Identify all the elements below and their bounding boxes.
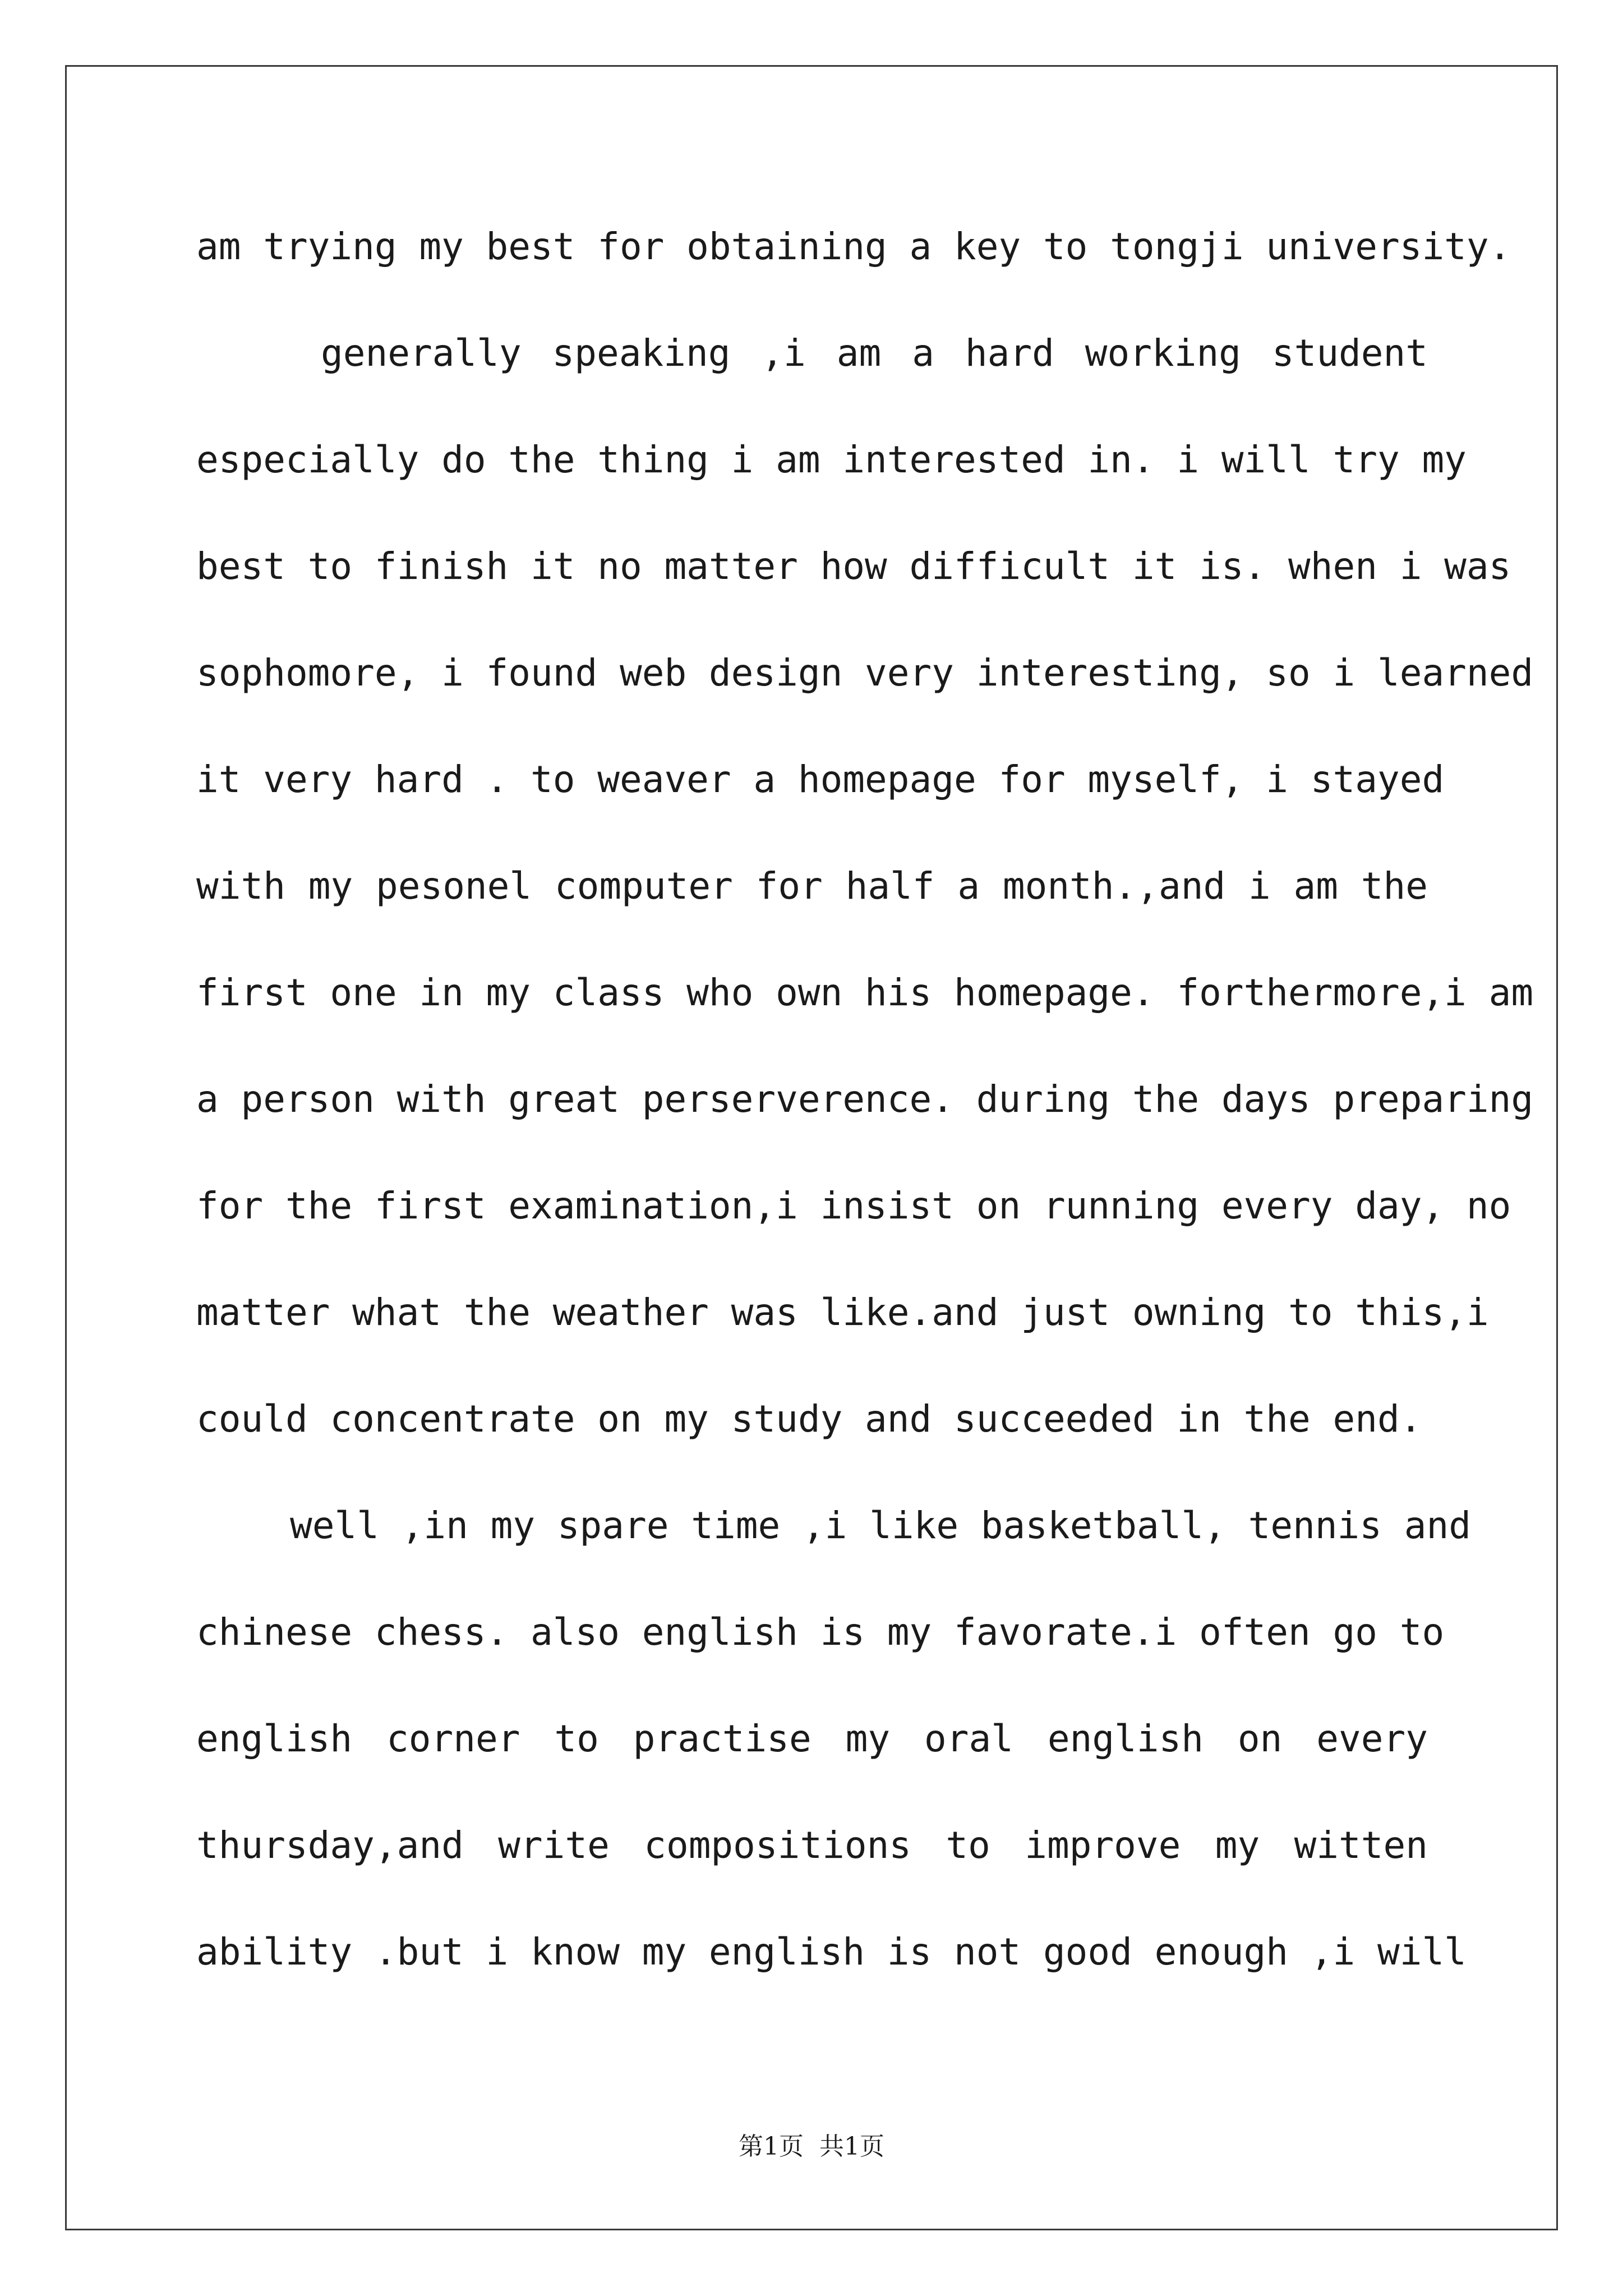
text-line: am trying my best for obtaining a key to tongji university. bbox=[196, 225, 1511, 268]
text-line: with my pesonel computer for half a month.,and i am the bbox=[196, 864, 1428, 908]
text-line: english corner to practise my oral english on every bbox=[196, 1717, 1428, 1760]
text-line: ability .but i know my english is not good enough ,i will bbox=[196, 1930, 1467, 1973]
page-footer bbox=[0, 2126, 1623, 2162]
text-line: especially do the thing i am interested in. i will try my bbox=[196, 438, 1467, 481]
text-line: generally speaking ,i am a hard working student bbox=[321, 332, 1428, 375]
text-line: thursday,and write compositions to improve my witten bbox=[196, 1824, 1428, 1867]
text-line: well ,in my spare time ,i like basketball, tennis and bbox=[290, 1504, 1471, 1547]
text-line: for the first examination,i insist on running every day, no bbox=[196, 1184, 1511, 1227]
page-indicator: 第1页 共1页 bbox=[739, 2132, 884, 2161]
text-line: best to finish it no matter how difficult it is. when i was bbox=[196, 545, 1511, 588]
text-line: sophomore, i found web design very interesting, so i learned bbox=[196, 651, 1534, 694]
text-line: first one in my class who own his homepage. forthermore,i am bbox=[196, 971, 1534, 1014]
text-line: chinese chess. also english is my favorate.i often go to bbox=[196, 1611, 1445, 1654]
text-line: could concentrate on my study and succeeded in the end. bbox=[196, 1397, 1422, 1441]
text-line: it very hard . to weaver a homepage for myself, i stayed bbox=[196, 758, 1445, 801]
text-line: a person with great perserverence. during the days preparing bbox=[196, 1078, 1534, 1121]
page-border bbox=[65, 65, 1558, 2230]
text-line: matter what the weather was like.and just owning to this,i bbox=[196, 1291, 1489, 1334]
